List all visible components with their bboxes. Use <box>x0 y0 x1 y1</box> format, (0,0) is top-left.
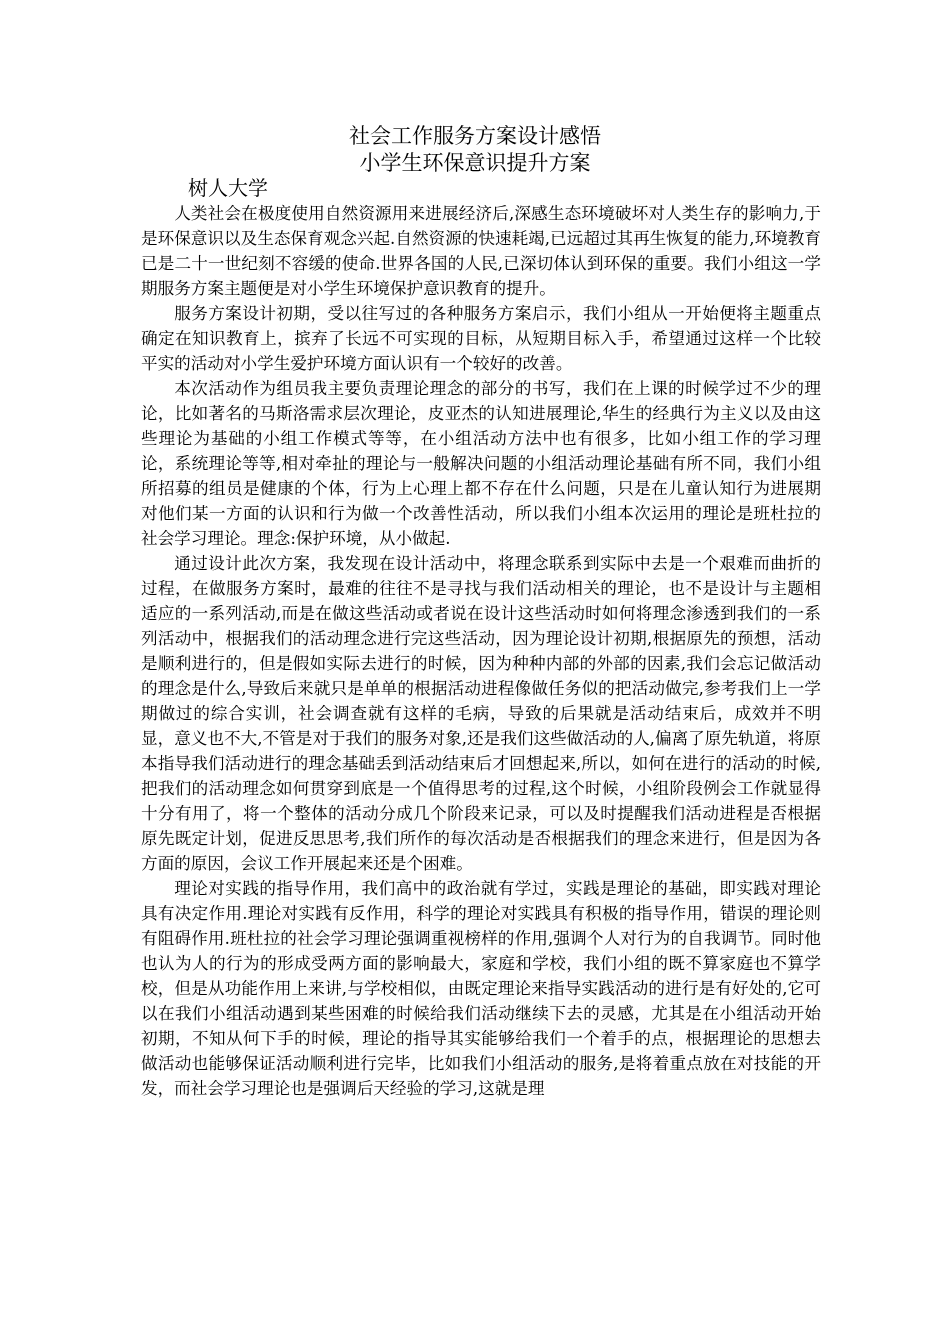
document-subtitle: 小学生环保意识提升方案 <box>359 151 591 175</box>
author-affiliation: 树人大学 <box>188 176 268 200</box>
paragraph: 服务方案设计初期，受以往写过的各种服务方案启示，我们小组从一开始便将主题重点确定在知识教育上，摈弃了长远不可实现的目标，从短期目标入手，希望通过这样一个比较平实的活动对小学生爱护环境方面认识有一个较好的改善。 <box>141 304 821 373</box>
paragraph: 理论对实践的指导作用，我们高中的政治就有学过，实践是理论的基础，即实践对理论具有决定作用.理论对实践有反作用，科学的理论对实践具有积极的指导作用，错误的理论则有阻碍作用.班杜拉的社会学习理论强调重视榜样的作用,强调个人对行为的自我调节。同时他也认为人的行为的形成受两方面的影响最大，家庭和学校，我们小组的既不算家庭也不算学校，但是从功能作用上来讲,与学校相似，由既定理论来指导实践活动的进行是有好处的,它可以在我们小组活动遇到某些困难的时候给我们活动继续下去的灵感，尤其是在小组活动开始初期，不知从何下手的时候，理论的指导其实能够给我们一个着手的点，根据理论的思想去做活动也能够保证活动顺利进行完毕，比如我们小组活动的服务,是将着重点放在对技能的开发，而社会学习理论也是强调后天经验的学习,这就是理 <box>141 879 821 1098</box>
document-body <box>141 201 821 1101</box>
paragraph: 本次活动作为组员我主要负责理论理念的部分的书写，我们在上课的时候学过不少的理论，比如著名的马斯洛需求层次理论，皮亚杰的认知进展理论,华生的经典行为主义以及由这些理论为基础的小组工作模式等等，在小组活动方法中也有很多，比如小组工作的学习理论，系统理论等等,相对牵扯的理论与一般解决问题的小组活动理论基础有所不同，我们小组所招募的组员是健康的个体，行为上心理上都不存在什么问题，只是在儿童认知行为进展期对他们某一方面的认识和行为做一个改善性活动，所以我们小组本次运用的理论是班杜拉的社会学习理论。理念:保护环境，从小做起. <box>141 379 821 548</box>
paragraph: 人类社会在极度使用自然资源用来进展经济后,深感生态环境破坏对人类生存的影响力,于是环保意识以及生态保育观念兴起.自然资源的快速耗竭,已远超过其再生恢复的能力,环境教育已是二十一世纪刻不容缓的使命.世界各国的人民,已深切体认到环保的重要。我们小组这一学期服务方案主题便是对小学生环境保护意识教育的提升。 <box>141 204 821 298</box>
document-title: 社会工作服务方案设计感悟 <box>349 124 601 148</box>
paragraph: 通过设计此次方案，我发现在设计活动中，将理念联系到实际中去是一个艰难而曲折的过程，在做服务方案时，最难的往往不是寻找与我们活动相关的理论，也不是设计与主题相适应的一系列活动,而是在做这些活动或者说在设计这些活动时如何将理念渗透到我们的一系列活动中，根据我们的活动理念进行完这些活动，因为理论设计初期,根据原先的预想，活动是顺利进行的，但是假如实际去进行的时候，因为种种内部的外部的因素,我们会忘记做活动的理念是什么,导致后来就只是单单的根据活动进程像做任务似的把活动做完,参考我们上一学期做过的综合实训，社会调查就有这样的毛病，导致的后果就是活动结束后，成效并不明显，意义也不大,不管是对于我们的服务对象,还是我们这些做活动的人,偏离了原先轨道，将原本指导我们活动进行的理念基础丢到活动结束后才回想起来,所以，如何在进行的活动的时候,把我们的活动理念如何贯穿到底是一个值得思考的过程,这个时候，小组阶段例会工作就显得十分有用了，将一个整体的活动分成几个阶段来记录，可以及时提醒我们活动进程是否根据原先既定计划，促进反思思考,我们所作的每次活动是否根据我们的理念来进行，但是因为各方面的原因，会议工作开展起来还是个困难。 <box>141 554 821 873</box>
